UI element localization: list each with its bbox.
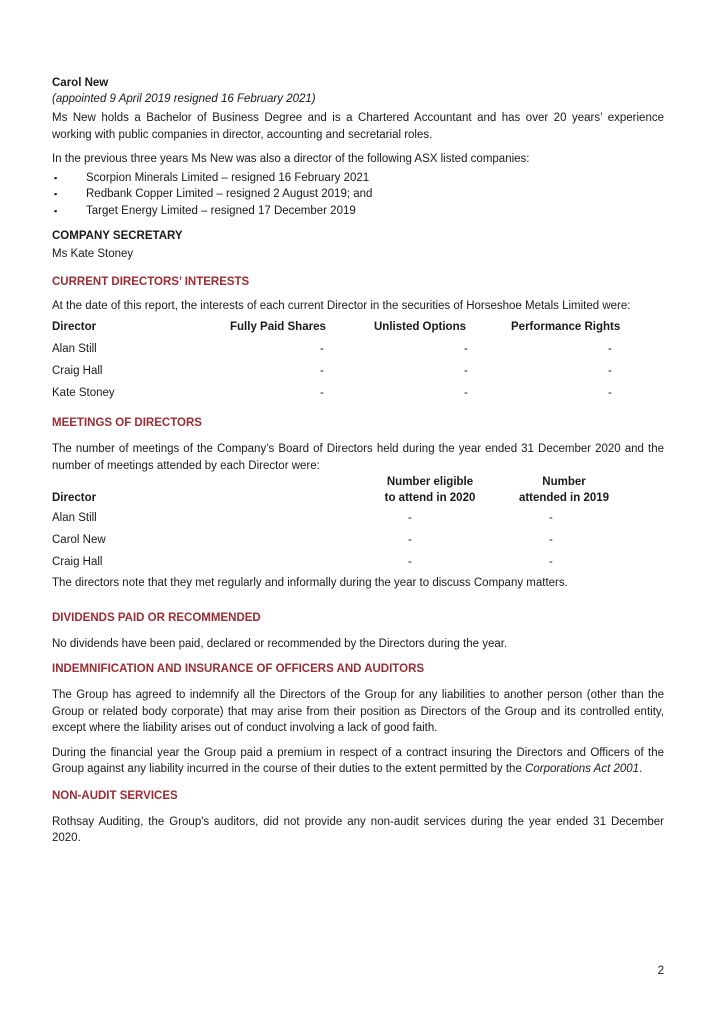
indemnification-heading: INDEMNIFICATION AND INSURANCE OF OFFICERS AND AUDITORS bbox=[52, 663, 425, 675]
table-row: Kate Stoney - - - bbox=[52, 387, 612, 399]
interests-intro: At the date of this report, the interests of each current Director in the securities of Horseshoe Metals Limited were: bbox=[52, 299, 631, 312]
bullet-icon: ▪ bbox=[54, 205, 58, 216]
table-header-row: Director Number eligible to attend in 2020 Number attended in 2019 bbox=[52, 476, 610, 504]
list-item: ▪ Target Energy Limited – resigned 17 December 2019 bbox=[52, 203, 664, 220]
dividends-heading: DIVIDENDS PAID OR RECOMMENDED bbox=[52, 611, 261, 624]
asx-company-list bbox=[52, 170, 664, 220]
meetings-heading: MEETINGS OF DIRECTORS bbox=[52, 417, 202, 429]
table-row: Alan Still - - bbox=[52, 512, 553, 524]
interests-table bbox=[52, 316, 664, 404]
director-name: Carol New bbox=[52, 77, 109, 89]
meetings-intro: The number of meetings of the Company’s Board of Directors held during the year ended 31 December 2020 and the number of meetings attended by each Director were: bbox=[52, 443, 664, 472]
meetings-table bbox=[52, 474, 664, 573]
non-audit-heading: NON-AUDIT SERVICES bbox=[52, 789, 178, 802]
indemnification-p2: During the financial year the Group paid a premium in respect of a contract insuring the Directors and Officers of the Group against any liability incurred in the course of their duties to the extent permitted by the Corporations Act 2001. bbox=[52, 746, 664, 775]
dividends-text: No dividends have been paid, declared or recommended by the Directors during the year. bbox=[52, 637, 508, 650]
table-header-row: Director Fully Paid Shares Unlisted Options Performance Rights bbox=[52, 321, 621, 333]
director-bio: Ms New holds a Bachelor of Business Degree and is a Chartered Accountant and has over 20 years’ experience working with public companies in director, accounting and secretarial roles. bbox=[52, 112, 664, 141]
list-item: ▪ Scorpion Minerals Limited – resigned 16 February 2021 bbox=[52, 170, 664, 187]
list-item: ▪ Redbank Copper Limited – resigned 2 August 2019; and bbox=[52, 186, 664, 203]
bullet-icon: ▪ bbox=[54, 189, 58, 199]
page-content bbox=[52, 76, 664, 847]
current-directors-interests-heading: CURRENT DIRECTORS’ INTERESTS bbox=[52, 275, 250, 288]
corporations-act: Corporations Act 2001 bbox=[525, 763, 640, 775]
company-secretary-heading: COMPANY SECRETARY bbox=[52, 230, 183, 242]
non-audit-text: Rothsay Auditing, the Group's auditors, did not provide any non-audit services during the year ended 31 December 2020. bbox=[52, 815, 664, 844]
asx-intro: In the previous three years Ms New was also a director of the following ASX listed companies: bbox=[52, 153, 530, 165]
director-appointment: (appointed 9 April 2019 resigned 16 February 2021) bbox=[52, 93, 316, 105]
indemnification-p1: The Group has agreed to indemnify all the Directors of the Group for any liabilities to another person (other than the Group or related body corporate) that may arise from their position as Directors of the Group and its controlled entity, except where the liability arises out of conduct involving a lack of good faith. bbox=[52, 689, 664, 734]
table-row: Craig Hall - - bbox=[52, 556, 553, 568]
bullet-icon: ▪ bbox=[54, 172, 58, 183]
table-row: Carol New - - bbox=[52, 534, 553, 546]
table-row: Alan Still - - - bbox=[52, 343, 612, 355]
meetings-note: The directors note that they met regularly and informally during the year to discuss Company matters. bbox=[52, 577, 568, 589]
table-row: Craig Hall - - - bbox=[52, 365, 612, 377]
page-number: 2 bbox=[657, 965, 664, 977]
company-secretary-name: Ms Kate Stoney bbox=[52, 248, 134, 260]
